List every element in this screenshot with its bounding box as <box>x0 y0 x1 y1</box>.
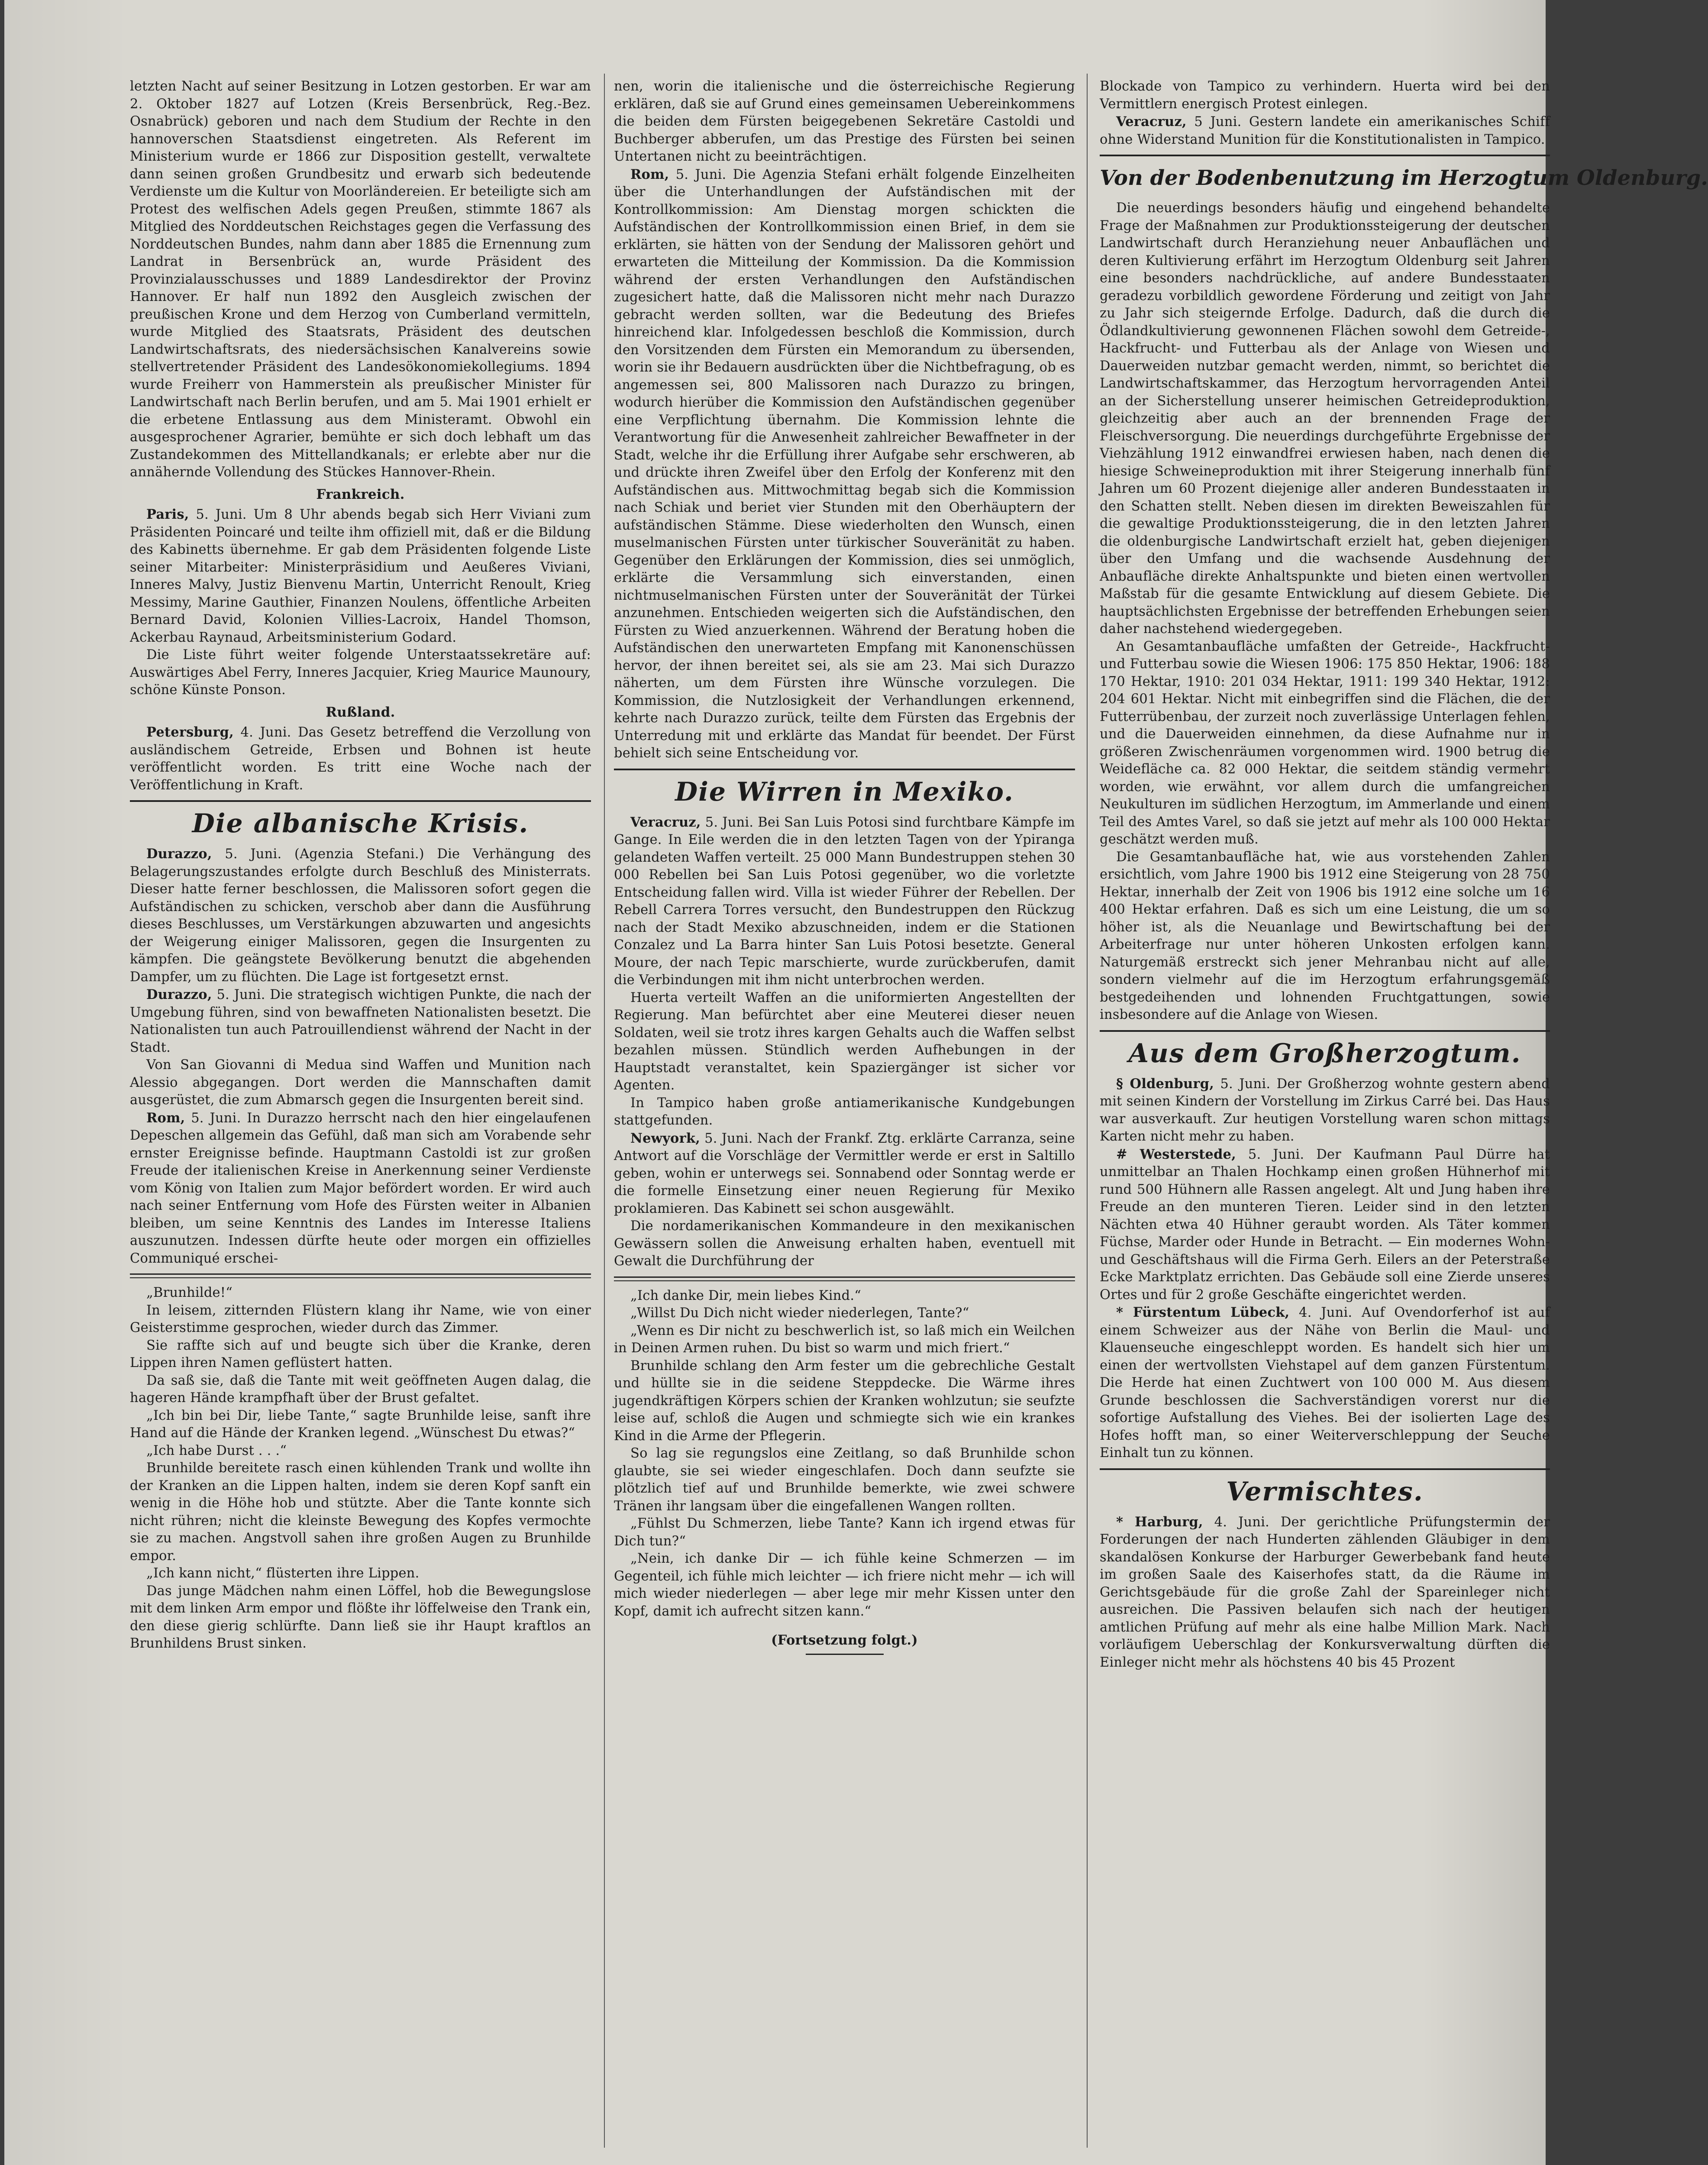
feuilleton-rule <box>130 1273 591 1278</box>
section-rule <box>130 800 591 802</box>
newspaper-page <box>4 0 1708 2165</box>
novel-paragraph: „Ich bin bei Dir, liebe Tante,“ sagte Brunhilde leise, sanft ihre Hand auf die Hände der Kranken legend. „Wünschest Du etwas?“ <box>130 1408 591 1441</box>
novel-paragraph: Das junge Mädchen nahm einen Löffel, hob die Bewegungslose mit dem linken Arm empor und flößte ihr löffelweise den Trank ein, den diese gierig schlürfte. Dann ließ sie ihr Haupt kraftlos an Brunhildens Brust sinken. <box>130 1583 591 1651</box>
novel-paragraph: Sie raffte sich auf und beugte sich über die Kranke, deren Lippen ihren Namen geflüstert hatten. <box>130 1338 591 1370</box>
novel-paragraph: „Fühlst Du Schmerzen, liebe Tante? Kann ich irgend etwas für Dich tun?“ <box>614 1516 1075 1549</box>
dateline: Rom, <box>146 1110 185 1126</box>
article-paragraph: Huerta verteilt Waffen an die uniformierten Angestellten der Regierung. Man befürchtet aber eine Meuterei dieser neuen Soldaten, weil sie trotz ihres kargen Gehalts auch die Waffen selbst bezahlen müssen. Stündlich werden Aufhebungen in der Hauptstadt veranstaltet, kein Spaziergänger ist sicher vor Agenten. <box>614 990 1075 1093</box>
paragraph-text: 5. Juni. Die strategisch wichtigen Punkte, die nach der Umgebung führen, sind von bewaffneten Nationalisten besetzt. Die Nationalisten tun auch Patrouillendienst während der Nacht in der Stadt. <box>130 987 591 1055</box>
article-paragraph <box>130 506 591 646</box>
article-paragraph: Blockade von Tampico zu verhindern. Huerta wird bei den Vermittlern energisch Protest einlegen. <box>1100 79 1550 112</box>
article-paragraph <box>1100 1304 1550 1462</box>
section-rule <box>1100 1030 1550 1032</box>
article-paragraph: In Tampico haben große antiamerikanische Kundgebungen stattgefunden. <box>614 1095 1075 1128</box>
novel-paragraph: „Ich habe Durst . . .“ <box>146 1443 287 1458</box>
article-headline: Die Wirren in Mexiko. <box>675 776 1014 807</box>
dateline: Petersburg, <box>146 724 234 740</box>
dateline: # Westerstede, <box>1116 1146 1236 1162</box>
novel-paragraph: „Ich danke Dir, mein liebes Kind.“ <box>630 1288 862 1303</box>
to-be-continued: (Fortsetzung folgt.) <box>771 1632 918 1648</box>
paragraph-text: 5. Juni. Der Kaufmann Paul Dürre hat unmittelbar an Thalen Hochkamp einen großen Hühnerhof mit rund 500 Hühnern alle Rassen angelegt. Alt und Jung haben ihre Freude an den munteren Tieren. Leider sind in den letzten Nächten etwa 40 Hühner geraubt worden. Als Täter kommen Füchse, Marder oder Hunde in Betracht. — Ein modernes Wohn- und Geschäftshaus will die Firma Gerh. Eilers an der Peterstraße Ecke Marktplatz errichten. Das Gebäude soll eine Zierde unseres Ortes und für 2 große Geschäfte eingerichtet werden. <box>1100 1147 1550 1302</box>
section-rule <box>1100 155 1550 156</box>
feuilleton-rule <box>614 1276 1075 1281</box>
article-paragraph <box>1100 1146 1550 1304</box>
article-paragraph: letzten Nacht auf seiner Besitzung in Lotzen gestorben. Er war am 2. Oktober 1827 auf Lotzen (Kreis Bersenbrück, Reg.-Bez. Osnabrück) geboren und nach dem Studium der Rechte in den hannoverschen Staatsdienst eingetreten. Als Referent im Ministerium wurde er 1866 zur Disposition gestellt, verwaltete dann seinen großen Grundbesitz und erwarb sich bedeutende Verdienste um die Kultur von Moorländereien. Er beteiligte sich am Protest des welfischen Adels gegen Preußen, stimmte 1867 als Mitglied des Norddeutschen Reichstages gegen die Verfassung des Norddeutschen Bundes, nahm dann aber 1885 die Ernennung zum Landrat in Bersenbrück an, wurde Präsident des Provinzialausschusses und 1889 Landesdirektor der Provinz Hannover. Er half nun 1892 den Ausgleich zwischen der preußischen Krone und dem Herzog von Cumberland vermitteln, wurde Mitglied des Staatsrats, Präsident des deutschen Landwirtschaftsrats, des niedersächsischen Kanalvereins sowie stellvertretender Präsident des Landesökonomiekollegiums. 1894 wurde Freiherr von Hammerstein als preußischer Minister für Landwirtschaft nach Berlin berufen, und am 5. Mai 1901 erhielt er die erbetene Entlassung aus dem Ministeramt. Obwohl ein ausgesprochener Agrarier, bemühte er sich doch lebhaft um das Zustandekommen des Mittellandkanals; er erlebte aber nur die annähernde Vollendung des Stückes Hannover-Rhein. <box>130 79 591 480</box>
article-paragraph: Von San Giovanni di Medua sind Waffen und Munition nach Alessio abgegangen. Dort werden die Mannschaften damit ausgerüstet, die zum Abmarsch gegen die Insurgenten bereit sind. <box>130 1057 591 1108</box>
section-subheading: Rußland. <box>326 704 395 720</box>
column-divider <box>604 74 605 2148</box>
paragraph-text: 5. Juni. (Agenzia Stefani.) Die Verhängung des Belagerungszustandes erfolgte durch Beschluß des Ministerrats. Dieser hatte ferner beschlossen, die Malissoren sofort gegen die Aufständischen zu schicken, verschob aber dann die Ausführung dieses Beschlusses, um Verstärkungen abzuwarten und angesichts der Weigerung einiger Malissoren, gegen die Insurgenten zu kämpfen. Die geängstete Bevölkerung benutzt die abgehenden Dampfer, um zu flüchten. Die Lage ist fortgesetzt ernst. <box>130 847 591 985</box>
article-paragraph: Die Gesamtanbaufläche hat, wie aus vorstehenden Zahlen ersichtlich, vom Jahre 1900 bis 1912 eine Steigerung von 28 750 Hektar, innerhalb der Zeit von 1906 bis 1912 eine solche um 16 400 Hektar erfahren. Daß es sich um eine Leistung, die um so höher ist, als die Neuanlage und Bewirtschaftung bei der Arbeiterfrage nur unter höheren Unkosten erfolgen kann. Naturgemäß erstreckt sich jener Mehranbau nicht auf alle, sondern vielmehr auf die im Herzogtum erfahrungsgemäß bestgedeihenden und lohnenden Fruchtgattungen, sowie insbesondere auf die Anlage von Wiesen. <box>1100 849 1550 1022</box>
dateline: Veracruz, <box>630 814 701 830</box>
column-3 <box>1100 78 1708 1671</box>
article-paragraph <box>1100 113 1550 149</box>
paragraph-text: 5. Juni. Um 8 Uhr abends begab sich Herr Viviani zum Präsidenten Poincaré und teilte ihm offiziell mit, daß er die Bildung des Kabinetts übernehme. Er gab dem Präsidenten folgende Liste seiner Mitarbeiter: Ministerpräsidium und Aeußeres Viviani, Inneres Malvy, Justiz Bienvenu Martin, Unterricht Renoult, Krieg Messimy, Marine Gauthier, Finanzen Noulens, öffentliche Arbeiten Bernard David, Kolonien Villies-Lacroix, Handel Thomson, Ackerbau Raynaud, Arbeitsministerium Godard. <box>130 507 591 645</box>
dateline: Rom, <box>630 166 669 182</box>
article-paragraph: Die Liste führt weiter folgende Unterstaatssekretäre auf: Auswärtiges Abel Ferry, Inneres Jacquier, Krieg Maurice Maunoury, schöne Künste Ponson. <box>130 647 591 698</box>
section-subheading: Frankreich. <box>316 486 405 502</box>
dateline: * Fürstentum Lübeck, <box>1116 1305 1290 1320</box>
article-paragraph: Die nordamerikanischen Kommandeure in den mexikanischen Gewässern sollen die Anweisung erhalten haben, eventuell mit Gewalt die Durchführung der <box>614 1218 1075 1269</box>
paragraph-text: 5. Juni. Der Großherzog wohnte gestern abend mit seinen Kindern der Vorstellung im Zirkus Carré bei. Das Haus war ausverkauft. Zur heutigen Vorstellung waren schon mittags Karten nicht mehr zu haben. <box>1100 1076 1550 1144</box>
paragraph-text: 5 Juni. Gestern landete ein amerikanisches Schiff ohne Widerstand Munition für die Konstitutionalisten in Tampico. <box>1100 114 1550 147</box>
article-headline: Vermischtes. <box>1226 1476 1424 1507</box>
paragraph-text: 5. Juni. Die Agenzia Stefani erhält folgende Einzelheiten über die Unterhandlungen der Aufständischen mit der Kontrollkommission: Am Dienstag morgen schickten die Aufständischen der Kontrollkommission einen Brief, in dem sie erklärten, sie hätten von der Sendung der Malissoren gehört und erwarteten die Mitteilung der Kommission. Da die Kommission während der ersten Verhandlungen den Aufständischen zugesichert hatte, daß die Malissoren nicht mehr nach Durazzo gebracht werden sollten, war die Bedeutung des Briefes hinreichend klar. Infolgedessen beschloß die Kommission, durch den Vorsitzenden dem Fürsten ein Memorandum zu übersenden, worin sie ihr Bedauern ausdrückten über die Nichtbefragung, ob es angemessen sei, 800 Malissoren nach Durazzo zu bringen, wodurch hierüber die Kommission den Aufständischen gegenüber eine Verpflichtung übernahm. Die Kommission lehnte die Verantwortung für die Anwesenheit zahlreicher Bewaffneter in der Stadt, welche ihr die Erfüllung ihrer Aufgabe sehr erschweren, ab und drückte ihren Zweifel über den Erfolg der Konferenz mit den Aufständischen aus. Mittwochmittag begab sich die Kommission nach Schiak und beriet vier Stunden mit den Oberhäuptern der aufständischen Stämme. Diese wiederholten den Wunsch, einen muselmanischen Fürsten unter türkischer Souveränität zu haben. Gegenüber den Erklärungen der Kommission, dies sei unmöglich, erklärte die Versammlung sich einverstanden, einen nichtmuselmanischen Fürsten unter der Souveränität der Türkei anzunehmen. Entschieden weigerten sich die Aufständischen, den Fürsten zu Wied anzuerkennen. Während der Beratung hoben die Aufständischen den unerwarteten Empfang mit Kanonenschüssen hervor, der ihnen bereitet sei, als sie am 23. Mai sich Durazzo näherten, um dem Fürsten ihre Wünsche vorzulegen. Die Kommission, die Nutzlosigkeit der Verhandlungen erkennend, kehrte nach Durazzo zurück, teilte dem Fürsten das Ergebnis der Unterredung mit und erklärte das Mandat für beendet. Der Fürst behielt sich seine Entscheidung vor. <box>614 167 1075 761</box>
dateline: § Oldenburg, <box>1116 1076 1214 1092</box>
end-rule <box>806 1654 884 1655</box>
column-1 <box>130 78 591 1653</box>
novel-paragraph: „Brunhilde!“ <box>146 1285 233 1300</box>
novel-paragraph: „Nein, ich danke Dir — ich fühle keine Schmerzen — im Gegenteil, ich fühle mich leichter — ich friere nicht mehr — ich will mich wieder niederlegen — aber lege mir mehr Kissen unter den Kopf, damit ich aufrecht sitzen kann.“ <box>614 1551 1075 1619</box>
paragraph-text: 5. Juni. Nach der Frankf. Ztg. erklärte Carranza, seine Antwort auf die Vorschläge der Vermittler werde er erst in Saltillo geben, wohin er unterwegs sei. Sonnabend oder Sonntag werde er die formelle Einsetzung einer neuen Regierung für Mexiko proklamieren. Das Kabinett sei schon ausgewählt. <box>614 1131 1075 1216</box>
novel-paragraph: Da saß sie, daß die Tante mit weit geöffneten Augen dalag, die hageren Hände krampfhaft über der Brust gefaltet. <box>130 1373 591 1406</box>
paragraph-text: 4. Juni. Der gerichtliche Prüfungstermin der Forderungen der nach Hunderten zählenden Gläubiger in dem skandalösen Konkurse der Harburger Gewerbebank fand heute im großen Saale des Kaiserhofes statt, da die Räume im Gerichtsgebäude für die große Zahl der Spareinleger nicht ausreichen. Die Passiven belaufen sich nach der heutigen amtlichen Prüfung auf mehr als eine halbe Million Mark. Nach vorläufigem Ueberschlag der Konkursverwaltung dürften die Einleger nicht mehr als höchstens 40 bis 45 Prozent <box>1100 1514 1550 1670</box>
article-headline: Aus dem Großherzogtum. <box>1128 1038 1521 1069</box>
novel-paragraph: „Wenn es Dir nicht zu beschwerlich ist, so laß mich ein Weilchen in Deinen Armen ruhen. Du bist so warm und mich friert.“ <box>614 1323 1075 1356</box>
article-paragraph <box>130 986 591 1057</box>
paragraph-text: 5. Juni. Bei San Luis Potosi sind furchtbare Kämpfe im Gange. In Eile werden die in den letzten Tagen von der Ypiranga gelandeten Waffen verteilt. 25 000 Mann Bundestruppen stehen 30 000 Rebellen bei San Luis Potosi gegenüber, wo die vorletzte Entscheidung fallen wird. Villa ist wieder Führer der Rebellen. Der Rebell Carrera Torres versucht, den Bundestruppen den Rückzug nach der Stadt Mexiko abzuschneiden, indem er die Stationen Conzalez und La Barra hinter San Luis Potosi besetzte. General Moure, der nach Tepic marschierte, wurde zurückberufen, damit die Verbindungen mit ihm nicht unterbrochen werden. <box>614 814 1075 988</box>
section-rule <box>614 769 1075 770</box>
article-headline: Von der Bodenbenutzung im Herzogtum Oldenburg. <box>1100 166 1708 190</box>
paragraph-text: 4. Juni. Auf Ovendorferhof ist auf einem Schweizer aus der Nähe von Berlin die Maul- und Klauenseuche eingeschleppt worden. Es handelt sich hier um einen der wertvollsten Viehstapel auf dem ganzen Fürstentum. Die Herde hat einen Zuchtwert von 100 000 M. Aus diesem Grunde beschlossen die Sachverständigen vorerst nur die sofortige Aufstallung des Viehes. Bei der isolierten Lage des Hofes hofft man, so einer Weiterverschleppung der Seuche Einhalt tun zu können. <box>1100 1305 1550 1461</box>
column-2 <box>614 78 1075 1659</box>
article-headline: Die albanische Krisis. <box>192 808 529 839</box>
article-paragraph <box>614 1130 1075 1218</box>
dateline: Newyork, <box>630 1130 701 1146</box>
section-rule <box>1100 1468 1550 1470</box>
article-paragraph <box>130 845 591 986</box>
paragraph-text: 4. Juni. Das Gesetz betreffend die Verzollung von ausländischem Getreide, Erbsen und Bohnen ist heute veröffentlicht worden. Es tritt eine Woche nach der Veröffentlichung in Kraft. <box>130 725 591 793</box>
novel-paragraph: Brunhilde bereitete rasch einen kühlenden Trank und wollte ihn der Kranken an die Lippen halten, indem sie deren Kopf sanft ein wenig in die Höhe hob und stützte. Aber die Tante konnte sich nicht rühren; nicht die kleinste Bewegung des Kopfes vermochte sie zu machen. Angstvoll sahen ihre großen Augen zu Brunhilde empor. <box>130 1461 591 1564</box>
dateline: Durazzo, <box>146 987 212 1002</box>
novel-paragraph: Brunhilde schlang den Arm fester um die gebrechliche Gestalt und hüllte sie in die seidene Steppdecke. Die Wärme ihres jugendkräftigen Körpers schien der Kranken wohlzutun; sie seufzte leise auf, schloß die Augen und schmiegte sich wie ein krankes Kind in die Arme der Pflegerin. <box>614 1358 1075 1444</box>
article-paragraph: An Gesamtanbaufläche umfaßten der Getreide-, Hackfrucht- und Futterbau sowie die Wiesen 1906: 175 850 Hektar, 1906: 188 170 Hektar, 1910: 201 034 Hektar, 1911: 199 340 Hektar, 1912: 204 601 Hektar. Nicht mit einbegriffen sind die Flächen, die der Futterrübenbau, der zurzeit noch zuverlässige Unterlagen fehlen, und die Dauerweiden einnehmen, da diese Aufnahme nur in größeren Zwischenräumen vorgenommen wird. 1900 betrug die Weidefläche ca. 82 000 Hektar, die seitdem ständig vermehrt worden, wie erwähnt, vor allem durch die umfangreichen Neukulturen im südlichen Herzogtum, im Ammerlande und einem Teil des Amtes Varel, so daß sie jetzt auf mehr als 100 000 Hektar geschätzt werden muß. <box>1100 639 1550 847</box>
article-paragraph: nen, worin die italienische und die österreichische Regierung erklären, daß sie auf Grund eines gemeinsamen Uebereinkommens die beiden dem Fürsten beigegebenen Sekretäre Castoldi und Buchberger abberufen, um das Prestige des Fürsten bei seinen Untertanen nicht zu beeinträchtigen. <box>614 79 1075 164</box>
novel-paragraph: „Ich kann nicht,“ flüsterten ihre Lippen. <box>146 1566 420 1581</box>
column-divider <box>1087 74 1088 2148</box>
novel-paragraph: „Willst Du Dich nicht wieder niederlegen, Tante?“ <box>630 1305 969 1321</box>
article-paragraph <box>614 814 1075 989</box>
novel-paragraph: In leisem, zitternden Flüstern klang ihr Name, wie von einer Geisterstimme gesprochen, wieder durch das Zimmer. <box>130 1302 591 1335</box>
article-paragraph <box>1100 1513 1550 1672</box>
dateline: Durazzo, <box>146 846 212 862</box>
article-paragraph <box>614 166 1075 763</box>
dateline: * Harburg, <box>1116 1514 1203 1530</box>
novel-paragraph: So lag sie regungslos eine Zeitlang, so daß Brunhilde schon glaubte, sie sei wieder eingeschlafen. Doch dann seufzte sie plötzlich tief auf und Brunhilde bemerkte, wie zwei schwere Tränen ihr langsam über die eingefallenen Wangen rollten. <box>614 1446 1075 1514</box>
article-paragraph <box>130 1109 591 1268</box>
paragraph-text: 5. Juni. In Durazzo herrscht nach den hier eingelaufenen Depeschen allgemein das Gefühl, daß man sich am Vorabende sehr ernster Ereignisse befinde. Hauptmann Castoldi ist zur großen Freude der italienischen Kreise in Anerkennung seiner Verdienste vom König von Italien zum Major befördert worden. Er wird auch nach seiner Entfernung vom Hofe des Fürsten weiter in Albanien bleiben, um seine Kenntnis des Landes im Interesse Italiens auszunutzen. Indessen dürfte heute oder morgen ein offizielles Communiqué erschei- <box>130 1110 591 1266</box>
article-paragraph: Die neuerdings besonders häufig und eingehend behandelte Frage der Maßnahmen zur Produktionssteigerung der deutschen Landwirtschaft durch Heranziehung neuer Anbauflächen und deren Kultivierung erfährt im Herzogtum Oldenburg seit Jahren eine besonders nachdrückliche, auf andere Bundesstaaten geradezu vorbildlich gewordene Förderung und zeitigt von Jahr zu Jahr sich steigernde Erfolge. Dadurch, daß die durch die Ödlandkultivierung gewonnenen Flächen sowohl dem Getreide-, Hackfrucht- und Futterbau als der Anlage von Wiesen und Dauerweiden nutzbar gemacht werden, nimmt, so berichtet die Landwirtschaftskammer, das Herzogtum hervorragenden Anteil an der Sicherstellung unserer heimischen Getreideproduktion, gleichzeitig aber auch an der brennenden Frage der Fleischversorgung. Die neuerdings durchgeführte Ergebnisse der Viehzählung 1912 einwandfrei erwiesen haben, nach denen die hiesige Schweineproduktion mit ihrer Steigerung innerhalb fünf Jahren um 60 Prozent diejenige aller anderen Bundesstaaten in den Schatten stellt. Neben diesen im direkten Beweiszahlen für die gewaltige Produktionssteigerung, die in den letzten Jahren die oldenburgische Landwirtschaft erzielt hat, geben diejenigen über den Umfang und die wachsende Ausdehnung der Anbaufläche direkte Anhaltspunkte und bieten einen wertvollen Maßstab für die gesamte Entwicklung auf diesem Gebiete. Die hauptsächlichsten Ergebnisse der betreffenden Erhebungen seien daher nachstehend wiedergegeben. <box>1100 200 1550 637</box>
article-paragraph <box>1100 1075 1550 1146</box>
dateline: Paris, <box>146 507 189 522</box>
dateline: Veracruz, <box>1116 114 1187 129</box>
article-paragraph <box>130 724 591 794</box>
